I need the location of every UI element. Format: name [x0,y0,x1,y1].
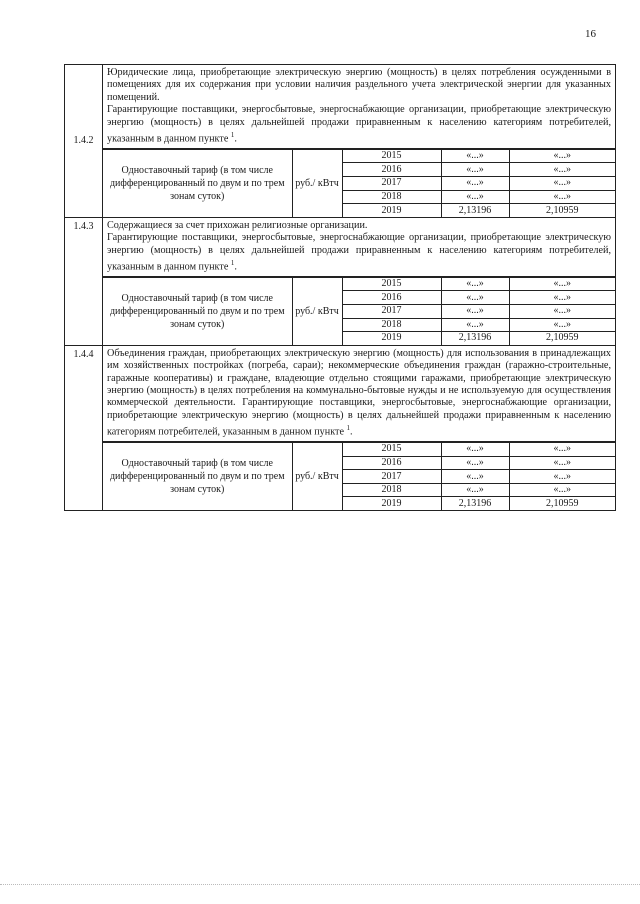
tariff-block [65,442,616,511]
h1-cell: «...» [441,483,509,497]
h2-cell: 2,10959 [509,497,615,510]
h2-cell: «...» [509,177,615,191]
section-row-1-4-3 [65,217,616,276]
h1-cell: «...» [441,177,509,191]
tariff-values [103,442,615,510]
h1-cell: «...» [441,149,509,163]
footnote-marker: 1 [230,259,235,268]
row-number: 1.4.3 [65,217,103,345]
h1-cell: «...» [441,163,509,177]
h2-cell: «...» [509,305,615,319]
h2-cell: 2,10959 [509,204,615,217]
year-cell: 2015 [342,277,441,291]
tariff-label: Одноставочный тариф (в том числе дифференцированный по двум и по трем зонам суток) [103,149,292,216]
year-cell: 2016 [342,163,441,177]
h2-cell: 2,10959 [509,332,615,345]
tariff-label: Одноставочный тариф (в том числе дифференцированный по двум и по трем зонам суток) [103,277,292,344]
h2-cell: «...» [509,443,615,457]
unit-label: руб./ кВтч [292,443,342,510]
year-cell: 2016 [342,456,441,470]
tariff-table [64,64,616,511]
h1-cell: «...» [441,318,509,332]
year-cell: 2018 [342,190,441,204]
year-cell: 2017 [342,470,441,484]
row-number: 1.4.4 [65,345,103,510]
row-description [103,217,616,276]
h2-cell: «...» [509,456,615,470]
h2-cell: «...» [509,149,615,163]
year-cell: 2015 [342,149,441,163]
year-cell: 2018 [342,483,441,497]
h1-cell: «...» [441,470,509,484]
year-cell: 2016 [342,291,441,305]
row-number: 1.4.2 [65,65,103,218]
h1-cell: 2,13196 [441,497,509,510]
year-cell: 2019 [342,332,441,345]
h2-cell: «...» [509,318,615,332]
section-row-1-4-2 [65,65,616,149]
h1-cell: «...» [441,277,509,291]
h1-cell: «...» [441,456,509,470]
h1-cell: «...» [441,291,509,305]
description-paragraph: Объединения граждан, приобретающих электрическую энергию (мощность) для использования в принадлежащих им хозяйственных постройках (погреба, сараи); некоммерческие объединения граждан (гаражно-строительные, гаражные кооперативы) и граждане, владеющие отдельно стоящими гаражами, приобретающие электрическую энергию (мощность) в целях потребления на коммунально-бытовые нужды и не используемую для осуществления коммерческой деятельности. Гарантирующие поставщики, энергосбытовые, энергоснабжающие организации, приобретающие электрическую энергию (мощность) в целях дальнейшей продажи приравненным к населению категориям потребителей, указанным в данном пункте $^1$. [107,347,611,438]
tariff-values [103,277,615,345]
description-paragraph: Гарантирующие поставщики, энергосбытовые, энергоснабжающие организации, приобретающие электрическую энергию (мощность) в целях дальнейшей продажи приравненным к населению категориям потребителей, указанным в данном пункте $^1$. [107,232,611,273]
unit-label: руб./ кВтч [292,149,342,216]
year-cell: 2015 [342,443,441,457]
year-cell: 2017 [342,177,441,191]
tariff-values [103,149,615,217]
h2-cell: «...» [509,470,615,484]
h1-cell: «...» [441,190,509,204]
year-cell: 2019 [342,497,441,510]
unit-label: руб./ кВтч [292,277,342,344]
scan-edge-divider [0,884,640,885]
h1-cell: «...» [441,305,509,319]
section-row-1-4-4 [65,345,616,441]
year-cell: 2019 [342,204,441,217]
h1-cell: «...» [441,443,509,457]
footnote-marker: 1 [230,131,235,140]
description-paragraph: Содержащиеся за счет прихожан религиозные организации. [107,219,368,231]
year-cell: 2017 [342,305,441,319]
h1-cell: 2,13196 [441,204,509,217]
description-paragraph: Юридические лица, приобретающие электрическую энергию (мощность) в целях потребления осужденными в помещениях для их содержания при условии наличия раздельного учета электрической энергии для указанных помещений. [107,67,611,103]
h1-cell: 2,13196 [441,332,509,345]
h2-cell: «...» [509,190,615,204]
footnote-marker: 1 [346,424,351,433]
tariff-block [65,276,616,345]
h2-cell: «...» [509,163,615,177]
h2-cell: «...» [509,483,615,497]
page-number: 16 [585,28,596,40]
row-description [103,65,616,149]
row-description [103,345,616,441]
description-paragraph: Гарантирующие поставщики, энергосбытовые, энергоснабжающие организации, приобретающие электрическую энергию (мощность) в целях дальнейшей продажи приравненным к населению категориям потребителей, указанным в данном пункте $^1$. [107,104,611,145]
h2-cell: «...» [509,277,615,291]
tariff-block [65,148,616,217]
tariff-label: Одноставочный тариф (в том числе дифференцированный по двум и по трем зонам суток) [103,443,292,510]
year-cell: 2018 [342,318,441,332]
h2-cell: «...» [509,291,615,305]
